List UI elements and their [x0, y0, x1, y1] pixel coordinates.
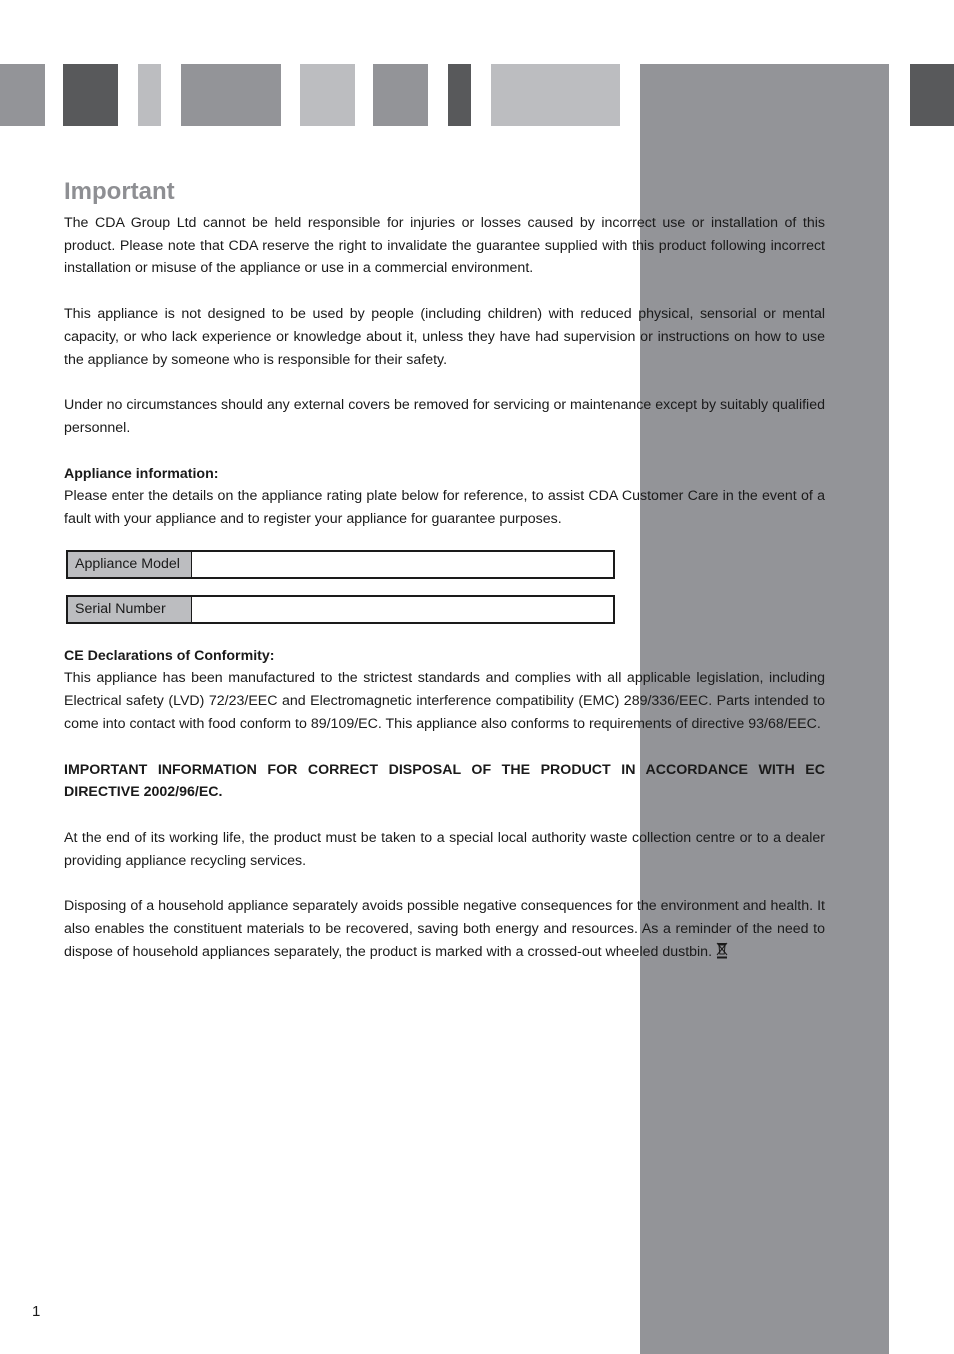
paragraph-supervision: This appliance is not designed to be used by people (including children) with reduced physical, sensorial or mental capacity, or who lack experience or knowledge about it, unless they have had supervision or instructions on how to use the appliance by someone who is responsible for their safety.: [64, 306, 825, 368]
appliance-info-text: Please enter the details on the appliance rating plate below for reference, to assist CDA Customer Care in the event of a fault with your appliance and to register your appliance for guarantee purposes.: [64, 488, 825, 528]
appliance-model-field[interactable]: [192, 552, 613, 577]
header-block: [448, 64, 471, 126]
header-block: [300, 64, 355, 126]
paragraph-liability: The CDA Group Ltd cannot be held responsible for injuries or losses caused by incorrect use or installation of this product. Please note that CDA reserve the right to invalidate the guarantee supplied with this product following incorrect installation or misuse of the appliance or use in a commercial environment.: [64, 215, 825, 277]
header-block: [138, 64, 161, 126]
disposal-paragraph-1: At the end of its working life, the product must be taken to a special local authority waste collection centre or to a dealer providing appliance recycling services.: [64, 829, 825, 869]
header-block: [181, 64, 281, 126]
disposal-paragraph-2-text: Disposing of a household appliance separately avoids possible negative consequences for the environment and health. It also enables the constituent materials to be recovered, saving both energy and resources. As a reminder of the need to dispose of household appliances separately, the product is marked with a crossed-out wheeled dustbin.: [64, 898, 825, 960]
header-block: [63, 64, 118, 126]
header-block: [0, 64, 45, 126]
ce-text: This appliance has been manufactured to the strictest standards and complies with all applicable legislation, including Electrical safety (LVD) 72/23/EEC and Electromagnetic interference compatibility (EMC) 289/336/EEC. Parts intended to come into contact with food conform to 89/109/EC. This appliance also conforms to requirements of directive 93/68/EEC.: [64, 670, 825, 732]
crossed-out-wheeled-bin-icon: [716, 941, 728, 959]
disposal-paragraph-2: [64, 895, 825, 963]
header-block: [373, 64, 428, 126]
page-title: Important: [64, 178, 175, 205]
page-number: 1: [32, 1303, 41, 1320]
serial-number-row: [66, 595, 615, 624]
header-block: [491, 64, 620, 126]
appliance-info-heading: Appliance information:: [64, 465, 219, 482]
disposal-heading: IMPORTANT INFORMATION FOR CORRECT DISPOSAL OF THE PRODUCT IN ACCORDANCE WITH EC DIRECTIVE 2002/96/EC.: [64, 761, 825, 801]
serial-number-label: Serial Number: [68, 597, 192, 622]
paragraph-covers: Under no circumstances should any external covers be removed for servicing or maintenance except by suitably qualified personnel.: [64, 397, 825, 436]
page-content: [64, 178, 825, 963]
ce-heading: CE Declarations of Conformity:: [64, 647, 275, 664]
appliance-model-label: Appliance Model: [68, 552, 192, 577]
header-block: [910, 64, 954, 126]
appliance-model-row: [66, 550, 615, 579]
serial-number-field[interactable]: [192, 597, 613, 622]
